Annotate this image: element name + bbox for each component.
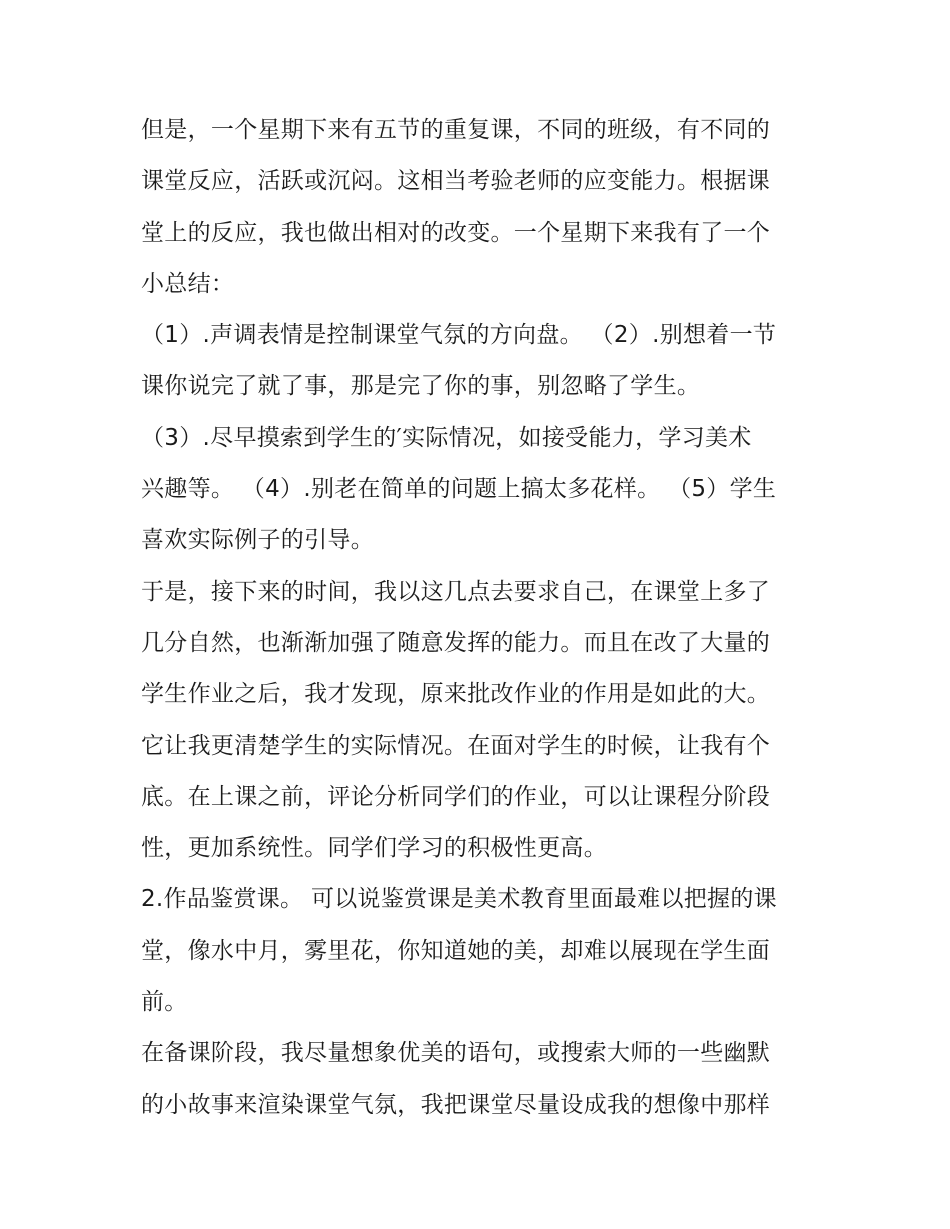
text-line: 性，更加系统性。同学们学习的积极性更高。 — [141, 835, 607, 862]
text-line: 堂，像水中月，雾里花，你知道她的美，却难以展现在学生面 — [141, 937, 771, 964]
text-line: 于是，接下来的时间，我以这几点去要求自己，在课堂上多了 — [141, 578, 771, 605]
text-line: 兴趣等。 （4）.别老在简单的问题上搞太多花样。 （5）学生 — [141, 476, 777, 503]
text-line: 但是，一个星期下来有五节的重复课，不同的班级，有不同的 — [141, 117, 771, 143]
text-line: 小总结： — [141, 270, 235, 297]
text-line: 学生作业之后，我才发现，原来批改作业的作用是如此的大。 — [141, 681, 771, 708]
text-line: 几分自然，也渐渐加强了随意发挥的能力。而且在改了大量的 — [141, 629, 771, 656]
document-body — [141, 110, 813, 1136]
text-line: （1）.声调表情是控制课堂气氛的方向盘。 （2）.别想着一节 — [141, 322, 777, 349]
text-line: 它让我更清楚学生的实际情况。在面对学生的时候，让我有个 — [141, 732, 771, 759]
text-line: 课你说完了就了事，那是完了你的事，别忽略了学生。 — [141, 373, 701, 400]
text-line: （3）.尽早摸索到学生的′实际情况，如接受能力，学习美术 — [141, 424, 752, 451]
text-line: 堂上的反应，我也做出相对的改变。一个星期下来我有了一个 — [141, 219, 771, 246]
text-line: 2.作品鉴赏课。 可以说鉴赏课是美术教育里面最难以把握的课 — [141, 886, 777, 913]
text-line: 喜欢实际例子的引导。 — [141, 527, 374, 554]
text-line: 前。 — [141, 989, 188, 1016]
text-line: 底。在上课之前，评论分析同学们的作业，可以让课程分阶段 — [141, 783, 771, 810]
text-line: 的小故事来渲染课堂气氛，我把课堂尽量设成我的想像中那样 — [141, 1091, 771, 1118]
text-line: 课堂反应，活跃或沉闷。这相当考验老师的应变能力。根据课 — [141, 168, 771, 195]
text-line: 在备课阶段，我尽量想象优美的语句，或搜索大师的一些幽默 — [141, 1040, 771, 1067]
